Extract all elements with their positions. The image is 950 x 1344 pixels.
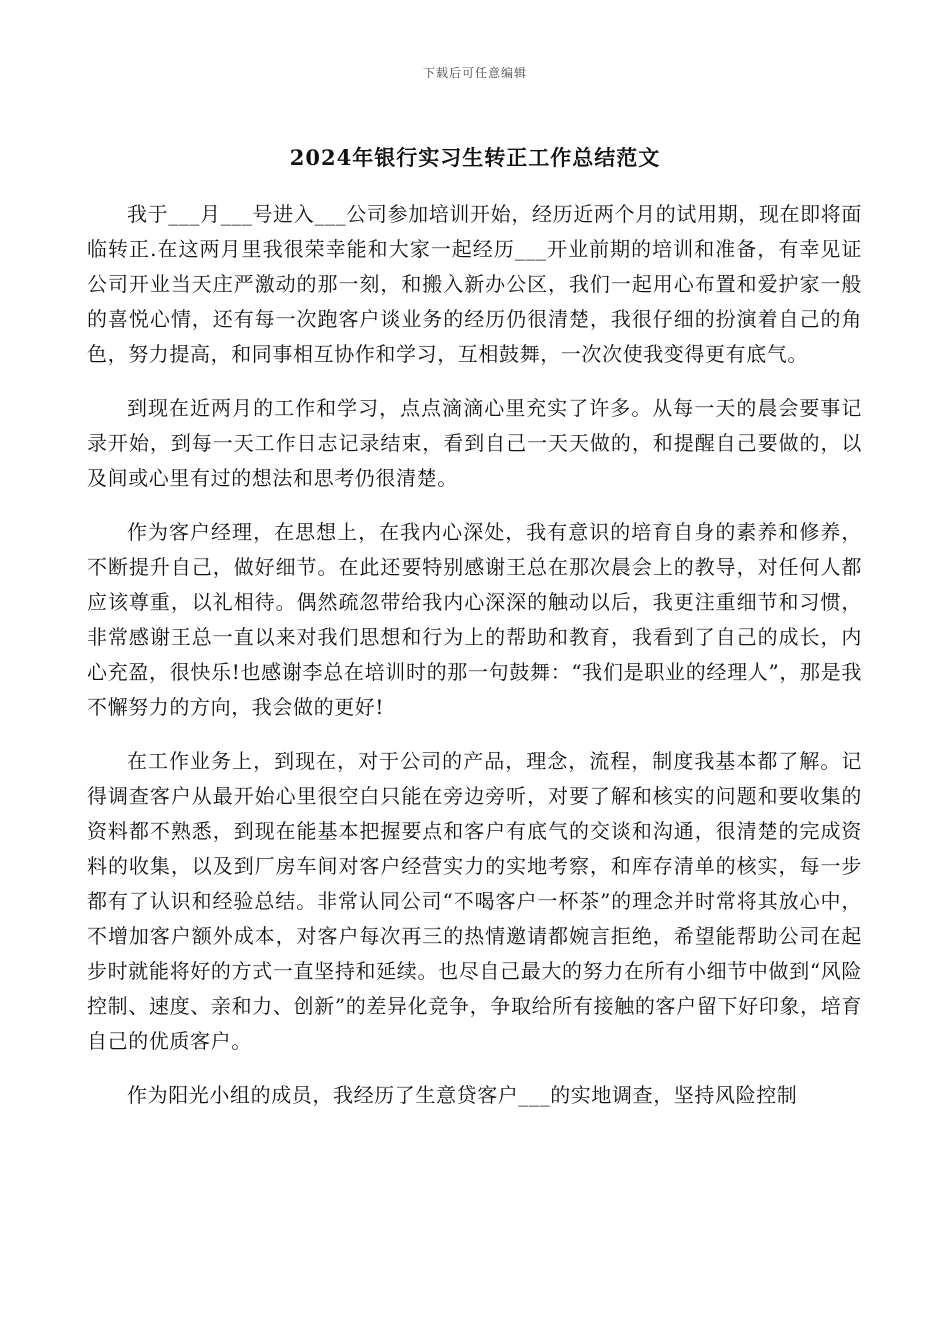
- paragraph: 作为阳光小组的成员，我经历了生意贷客户___的实地调查，坚持风险控制: [127, 1083, 798, 1107]
- paragraph: 作为客户经理，在思想上，在我内心深处，我有意识的培育自身的素养和修养，不断提升自己，做好细节。在此还要特别感谢王总在那次晨会上的教导，对任何人都应该尊重，以礼相待。偶然疏忽带给我内心深深的触动以后，我更注重细节和习惯，非常感谢王总一直以来对我们思想和行为上的帮助和教育，我看到了自己的成长，内心充盈，很快乐!也感谢李总在培训时的那一句鼓舞：“我们是职业的经理人”，那是我不懈努力的方向，我会做的更好!: [87, 520, 862, 719]
- header-note: 下载后可任意编辑: [422, 66, 527, 80]
- paragraph: 我于___月___号进入___公司参加培训开始，经历近两个月的试用期，现在即将面临转正.在这两月里我很荣幸能和大家一起经历___开业前期的培训和准备，有幸见证公司开业当天庄严激动的那一刻，和搬入新办公区，我们一起用心布置和爱护家一般的喜悦心情，还有每一次跑客户谈业务的经历仍很清楚，我很仔细的扮演着自己的角色，努力提高，和同事相互协作和学习，互相鼓舞，一次次使我变得更有底气。: [87, 202, 862, 366]
- paragraph: 在工作业务上，到现在，对于公司的产品，理念，流程，制度我基本都了解。记得调查客户从最开始心里很空白只能在旁边旁听，对要了解和核实的问题和要收集的资料都不熟悉，到现在能基本把握要点和客户有底气的交谈和沟通，很清楚的完成资料的收集，以及到厂房车间对客户经营实力的实地考察，和库存清单的核实，每一步都有了认识和经验总结。非常认同公司“不喝客户一杯茶”的理念并时常将其放心中，不增加客户额外成本，对客户每次再三的热情邀请都婉言拒绝，希望能帮助公司在起步时就能将好的方式一直坚持和延续。也尽自己最大的努力在所有小细节中做到“风险控制、速度、亲和力、创新”的差异化竞争，争取给所有接触的客户留下好印象，培育自己的优质客户。: [87, 749, 862, 1053]
- document-title: 2024年银行实习生转正工作总结范文: [289, 145, 661, 170]
- paragraph: 到现在近两月的工作和学习，点点滴滴心里充实了许多。从每一天的晨会要事记录开始，到每一天工作日志记录结束，看到自己一天天做的，和提醒自己要做的，以及间或心里有过的想法和思考仍很清楚。: [87, 396, 862, 490]
- document-body: [87, 197, 862, 1132]
